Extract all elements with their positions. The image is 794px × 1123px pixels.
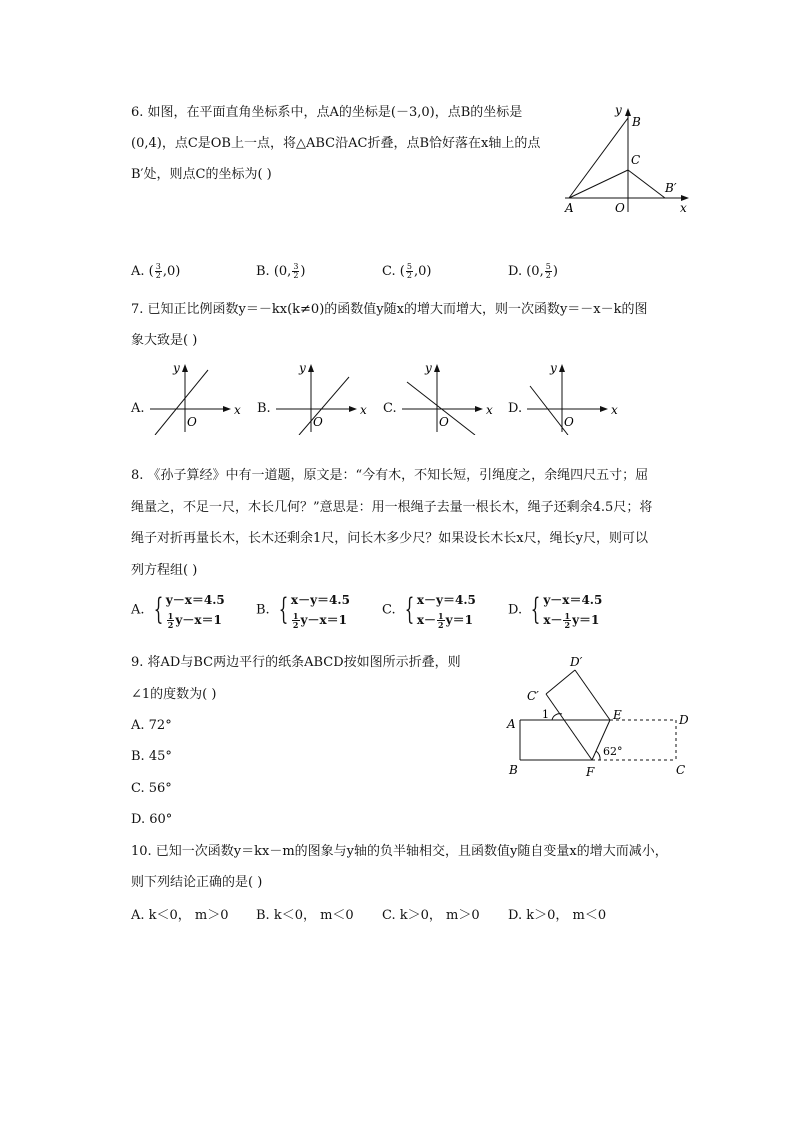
q10-line-2: 则下列结论正确的是( ): [131, 875, 263, 890]
q7b-o: O: [313, 415, 323, 429]
q8-line-3: 绳子对折再量长木，长木还剩余1尺，问长木多少尺？如果设长木长x尺，绳长y尺，则可以: [131, 531, 648, 546]
q9-option-d[interactable]: D. 60°: [131, 812, 173, 827]
q9-label-B: B: [509, 763, 518, 777]
q7a-x: x: [234, 403, 241, 417]
q6-option-a[interactable]: A. ( $\frac{3}{2}$ ,0): [131, 262, 181, 280]
q7-graph-a[interactable]: [145, 360, 250, 435]
q6-option-d[interactable]: D. (0, $\frac{5}{2}$ ): [508, 262, 558, 280]
q6-line-2: (0,4)，点C是OB上一点，将△ABC沿AC折叠，点B恰好落在x轴上的点: [131, 136, 541, 151]
q7-graph-d[interactable]: [522, 360, 627, 435]
q6-label-A: A: [565, 201, 574, 215]
q7a-o: O: [187, 415, 197, 429]
q9-label-angle: 62°: [603, 745, 623, 758]
q10-option-a[interactable]: A. k＜0， m＞0: [131, 908, 229, 923]
q7c-o: O: [439, 415, 449, 429]
q6-figure: [555, 100, 705, 220]
q10-line-1: 10. 已知一次函数y＝kx－m的图象与y轴的负半轴相交，且函数值y随自变量x的增大而减小，: [131, 844, 668, 859]
q8-option-d[interactable]: D. { y－x＝4.5 x－ $\frac{1}{2}$ y＝1: [508, 592, 603, 630]
q10-option-c[interactable]: C. k＞0， m＞0: [382, 908, 480, 923]
q8-line-2: 绳量之，不足一尺，木长几何？”意思是：用一根绳子去量一根长木，绳子还剩余4.5尺；将: [131, 500, 653, 515]
q9-label-E: E: [613, 708, 622, 722]
q6-option-c[interactable]: C. ( $\frac{5}{2}$ ,0): [382, 262, 432, 280]
q9-option-c[interactable]: C. 56°: [131, 781, 172, 796]
q9-line-2: ∠1的度数为( ): [131, 687, 217, 702]
q7d-x: x: [611, 403, 618, 417]
q6-label-Bp: B′: [665, 181, 677, 195]
q6-label-x: x: [680, 201, 687, 215]
q7-option-b-label[interactable]: B.: [257, 401, 271, 416]
q7-line-2: 象大致是( ): [131, 333, 198, 348]
q9-label-D: D: [679, 713, 689, 727]
q7b-y: y: [299, 361, 306, 375]
q9-figure: [500, 652, 700, 782]
q7d-o: O: [564, 415, 574, 429]
q7-option-d-label[interactable]: D.: [508, 401, 523, 416]
q7c-x: x: [486, 403, 493, 417]
q6-label-O: O: [615, 201, 625, 215]
q7-line-1: 7. 已知正比例函数y＝－kx(k≠0)的函数值y随x的增大而增大，则一次函数y＝－x－k的图: [131, 302, 648, 317]
q6-label-C: C: [631, 153, 641, 167]
q7-option-c-label[interactable]: C.: [383, 401, 397, 416]
q9-label-C: C: [676, 763, 686, 777]
q7c-y: y: [425, 361, 432, 375]
q6-line-3: B′处，则点C的坐标为( ): [131, 167, 272, 182]
q6-option-b[interactable]: B. (0, $\frac{3}{2}$ ): [256, 262, 306, 280]
q9-label-Cp: C′: [527, 689, 539, 703]
q7d-y: y: [550, 361, 557, 375]
q8-line-1: 8. 《孙子算经》中有一道题，原文是：“今有木，不知长短，引绳度之，余绳四尺五寸；屈: [131, 468, 649, 483]
q10-option-d[interactable]: D. k＞0， m＜0: [508, 908, 607, 923]
q9-label-Dp: D′: [570, 655, 583, 669]
q6-line-1: 6. 如图，在平面直角坐标系中，点A的坐标是(－3,0)，点B的坐标是: [131, 105, 523, 120]
q8-option-c[interactable]: C. { x－y＝4.5 x－ $\frac{1}{2}$ y＝1: [382, 592, 476, 630]
q9-option-a[interactable]: A. 72°: [131, 718, 172, 733]
q9-label-F: F: [586, 765, 595, 779]
q8-option-b[interactable]: B. { x－y＝4.5 $\frac{1}{2}$ y－x＝1: [256, 592, 350, 630]
q6-label-B: B: [632, 115, 641, 129]
q7a-y: y: [173, 361, 180, 375]
q9-option-b[interactable]: B. 45°: [131, 749, 172, 764]
q10-option-b[interactable]: B. k＜0， m＜0: [256, 908, 354, 923]
q8-option-a[interactable]: A. { y－x＝4.5 $\frac{1}{2}$ y－x＝1: [131, 592, 225, 630]
q8-line-4: 列方程组( ): [131, 563, 198, 578]
q6-label-y: y: [615, 103, 622, 117]
q7-graph-b[interactable]: [271, 360, 376, 435]
q7-option-a-label[interactable]: A.: [131, 401, 145, 416]
q9-line-1: 9. 将AD与BC两边平行的纸条ABCD按如图所示折叠，则: [131, 655, 461, 670]
q7-graph-c[interactable]: [397, 360, 502, 435]
q9-label-1: 1: [542, 708, 549, 721]
q9-label-A: A: [507, 717, 516, 731]
q7b-x: x: [360, 403, 367, 417]
